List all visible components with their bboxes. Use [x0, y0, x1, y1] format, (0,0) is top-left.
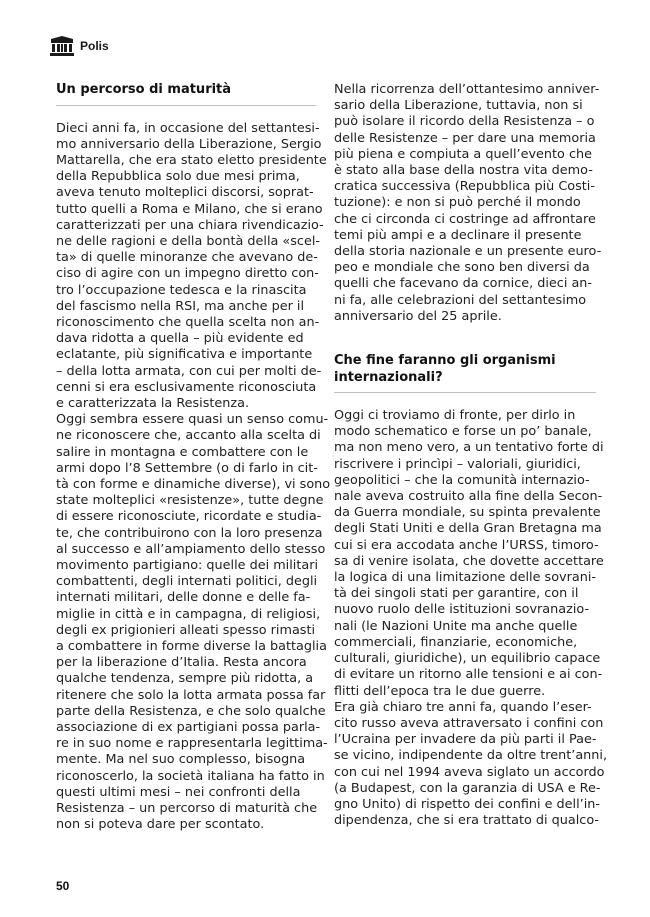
section-heading-line-2: internazionali? [334, 369, 443, 385]
section-heading-divider [56, 82, 316, 106]
text-line: temi più ampi e a declinare il presente [334, 227, 582, 243]
text-line: ne riconoscere che, accanto alla scelta di [56, 428, 321, 444]
text-line: Mattarella, che era stato eletto presidente [56, 152, 327, 168]
text-line: per la liberazione d’Italia. Resta ancora [56, 655, 307, 671]
text-line: può isolare il ricordo della Resistenza – o [334, 114, 595, 130]
text-line: modo schematico e forse un po’ banale, [334, 424, 592, 440]
text-line: Oggi ci troviamo di fronte, per dirlo in [334, 408, 576, 424]
text-line: state molteplici «resistenze», tutte degne [56, 493, 324, 509]
text-line: se vicino, indipendente da oltre trent’anni, [334, 748, 608, 764]
text-line: miglie in città e in campagna, di religiosi, [56, 606, 321, 622]
text-line: armi dopo l’8 Settembre (o di farlo in cit- [56, 460, 318, 476]
section-label: Polis [80, 39, 109, 53]
text-line: con cui nel 1994 aveva siglato un accordo [334, 764, 605, 780]
text-line: a combattere in forme diverse la battaglia [56, 639, 327, 654]
text-line: più piena e compiuta a quell’evento che [334, 146, 592, 162]
text-line: al successo e all’ampiamento dello stesso [56, 541, 326, 557]
right-column-intro [334, 82, 602, 325]
paragraph-gap [334, 325, 596, 353]
text-line: della Repubblica solo due mesi prima, [56, 169, 300, 185]
text-line: dava ridotta a quella – più evidente ed [56, 331, 304, 347]
text-line: geopolitici – che la comunità internazio- [334, 472, 590, 488]
left-column [56, 82, 331, 833]
text-line: nale aveva costruito alla fine della Secon- [334, 489, 603, 505]
text-line: cratica successiva (Repubblica più Costi- [334, 179, 595, 195]
text-line: l’Ucraina per invadere da più parti il Pae- [334, 732, 597, 748]
text-line: ta» di quelle minoranze che avevano de- [56, 250, 318, 266]
text-line: quelli che facevano da cornice, dieci an- [334, 276, 593, 292]
text-line: salire in montagna e combattere con le [56, 444, 309, 460]
text-line: cui si era accodata anche l’URSS, timoro- [334, 537, 599, 553]
text-line: Era già chiaro tre anni fa, quando l’eser- [334, 699, 592, 715]
text-line: aveva tenuto molteplici discorsi, soprat- [56, 185, 314, 201]
text-line: te, che contribuirono con la loro presenza [56, 525, 323, 541]
section-heading-divider [334, 353, 596, 393]
text-line: tutto quelli a Roma e Milano, che si erano [56, 201, 323, 217]
running-header [50, 34, 109, 58]
text-line: ciso di agire con un impegno diretto con- [56, 266, 319, 282]
text-line: cenni si era esclusivamente riconosciuta [56, 379, 317, 395]
text-line: delle Resistenze – per dare una memoria [334, 130, 596, 146]
page-number: 50 [56, 879, 70, 893]
text-line: riscrivere i princìpi – valoriali, giuridici, [334, 456, 581, 472]
text-line: re in suo nome e rappresentarla legittima- [56, 736, 328, 752]
text-line: ritenere che solo la lotta armata possa far [56, 687, 326, 703]
left-column-body [56, 120, 331, 834]
text-line: – della lotta armata, con cui per molti de- [56, 363, 322, 379]
text-line: gno Unito) di rispetto dei confini e dell’in- [334, 796, 601, 812]
text-line: flitti dell’epoca tra le due guerre. [334, 683, 546, 699]
text-line: sa di venire isolata, che dovette accettare [334, 553, 604, 569]
text-line: anniversario del 25 aprile. [334, 308, 502, 324]
text-line: dipendenza, che si era trattato di qualco- [334, 813, 600, 829]
text-line: non si poteva dare per scontato. [56, 817, 265, 833]
section-heading-line-1: Che fine faranno gli organismi [334, 353, 556, 369]
text-line: del fascismo nella RSI, ma anche per il [56, 298, 305, 314]
text-line: e caratterizzata la Resistenza. [56, 395, 250, 411]
text-line: Resistenza – un percorso di maturità che [56, 801, 318, 817]
text-line: ni fa, alle celebrazioni del settantesimo [334, 292, 587, 308]
text-line: riconoscimento che quella scelta non an- [56, 314, 320, 330]
text-line: sario della Liberazione, tuttavia, non si [334, 98, 583, 114]
text-line: eclatante, più significativa e importante [56, 347, 313, 363]
text-line: peo e mondiale che sono ben diversi da [334, 260, 590, 276]
text-line: è stato alla base della nostra vita demo- [334, 163, 593, 179]
text-line: movimento partigiano: quelle dei militari [56, 557, 319, 573]
text-line: Nella ricorrenza dell’ottantesimo anniver- [334, 82, 600, 97]
text-line: parte della Resistenza, e che solo qualche [56, 703, 326, 719]
right-column-body [334, 408, 608, 829]
text-line: culturali, giuridiche), un equilibrio capace [334, 651, 601, 667]
text-line: associazione di ex partigiani possa parla- [56, 720, 321, 736]
text-line: mente. Ma nel suo complesso, bisogna [56, 752, 306, 768]
text-line: riconoscerlo, la società italiana ha fatto in [56, 768, 325, 784]
text-line: ma non meno vero, a un tentativo forte di [334, 440, 604, 456]
text-line: della storia nazionale e un presente euro- [334, 244, 602, 260]
building-columns-icon [50, 36, 74, 56]
text-line: combattenti, degli internati politici, degli [56, 574, 318, 590]
text-line: di essere riconosciute, ricordate e studia- [56, 509, 322, 525]
text-line: Oggi sembra essere quasi un senso comu- [56, 412, 329, 428]
text-line: caratterizzati per una chiara rivendicazio- [56, 217, 324, 233]
text-line: qualche tendenza, sempre più ridotta, a [56, 671, 314, 687]
text-line: nali (le Nazioni Unite ma anche quelle [334, 618, 578, 634]
section-heading: Un percorso di maturità [56, 82, 232, 97]
text-line: Dieci anni fa, in occasione del settantesi- [56, 120, 320, 136]
text-line: nuovo ruolo delle istituzioni sovranazio- [334, 602, 590, 618]
text-line: che ci circonda ci costringe ad affrontare [334, 211, 596, 227]
text-line: tro l’occupazione tedesca e la rinascita [56, 282, 307, 298]
text-line: questi ultimi mesi – nei confronti della [56, 784, 301, 800]
text-line: tà dei singoli stati per garantire, con il [334, 586, 579, 602]
text-line: la logica di una limitazione delle sovrani- [334, 570, 596, 586]
text-line: di evitare un ritorno alle tensioni e ai con- [334, 667, 603, 683]
text-line: tuzione): e non si può perché il mondo [334, 195, 581, 211]
text-line: tà con forme e dinamiche diverse), vi sono [56, 476, 331, 492]
text-line: (a Budapest, con la garanzia di USA e Re- [334, 780, 601, 796]
text-line: da Guerra mondiale, su spinta prevalente [334, 505, 601, 521]
text-line: mo anniversario della Liberazione, Sergio [56, 136, 322, 152]
text-line: cito russo aveva attraversato i confini con [334, 715, 604, 731]
text-line: internati militari, delle donne e delle fa- [56, 590, 311, 606]
text-line: degli ex prigionieri alleati spesso rimasti [56, 622, 316, 638]
right-column [334, 82, 608, 829]
text-line: ne delle ragioni e della bontà della «scel- [56, 233, 320, 249]
text-line: degli Stati Uniti e della Gran Bretagna ma [334, 521, 602, 537]
text-line: commerciali, finanziarie, economiche, [334, 634, 578, 650]
